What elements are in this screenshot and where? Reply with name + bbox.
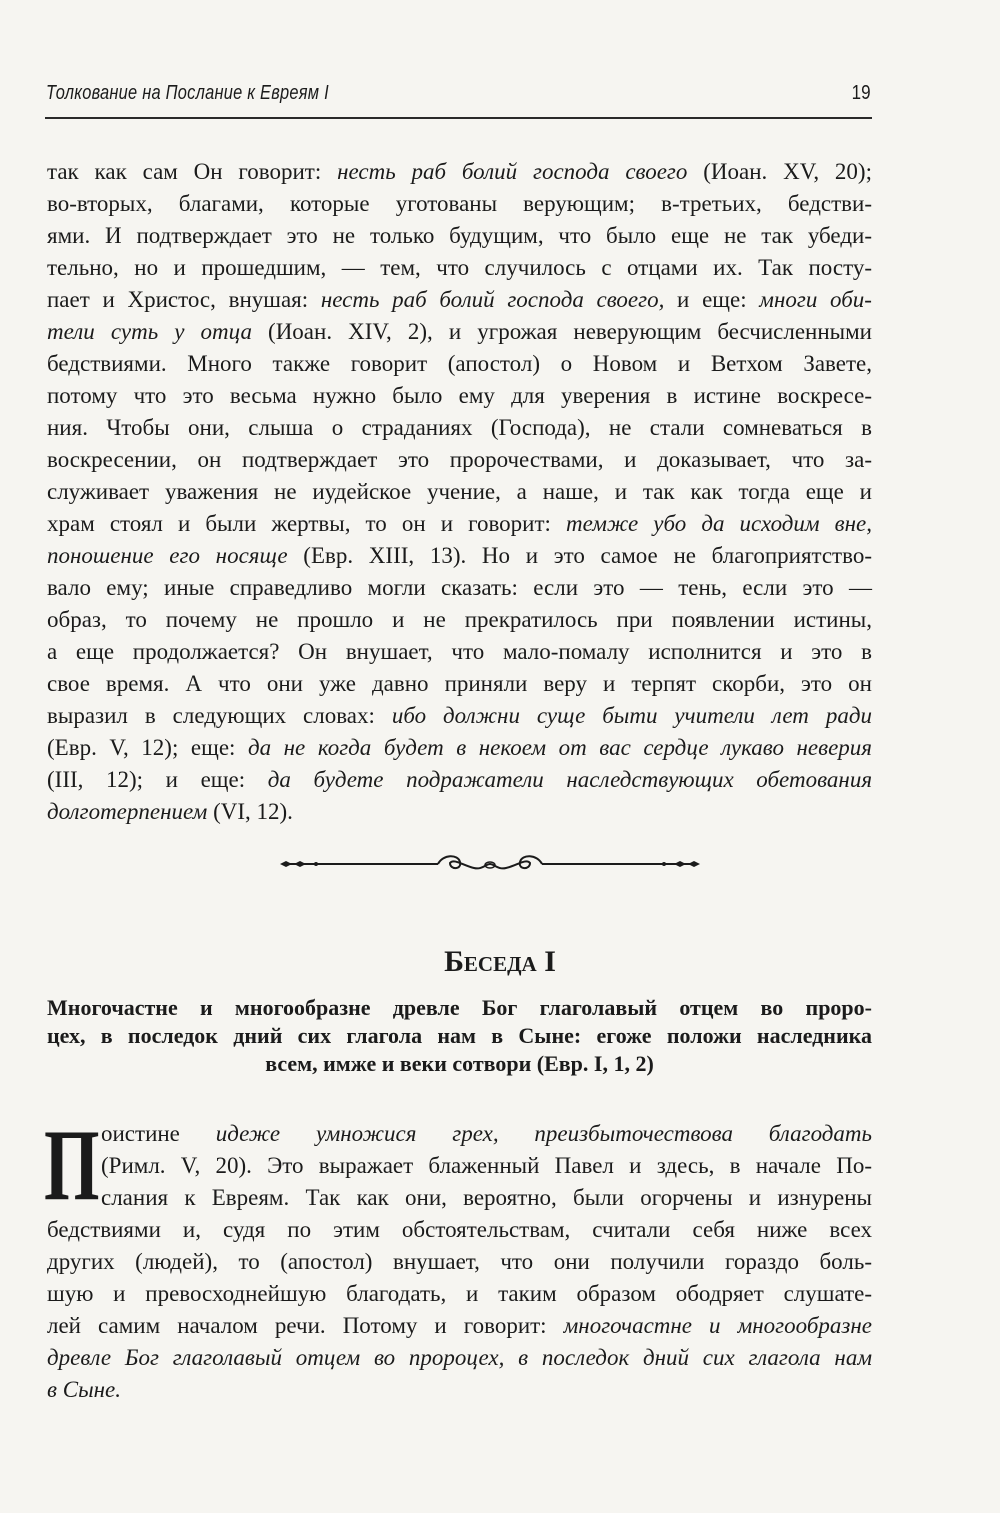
text-line xyxy=(47,444,872,476)
text-run: (VI, 12). xyxy=(207,799,293,824)
italic-quote: древле Бог глаголавый отцем во пророцех, в последок дний сих глагола нам xyxy=(47,1345,872,1370)
text-line xyxy=(47,508,872,540)
text-run: так как сам Он говорит: xyxy=(47,159,338,184)
italic-quote: многи оби- xyxy=(759,287,872,312)
text-line xyxy=(47,700,872,732)
text-run: (Евр. XIII, 13). Но и это самое не благоприятство- xyxy=(287,543,872,568)
text-line xyxy=(47,1342,872,1374)
text-run: ния. Чтобы они, слыша о страданиях (Господа), не стали сомневаться в xyxy=(47,415,872,440)
italic-quote: ибо должни суще быти учители лет ради xyxy=(391,703,872,728)
text-run: а еще продолжается? Он внушает, что мало-помалу исполнится и это в xyxy=(47,639,872,664)
italic-quote: да не когда будет в некоем от вас сердце лукаво неверия xyxy=(247,735,872,760)
paragraph-2 xyxy=(47,1118,872,1406)
text-line xyxy=(47,412,872,444)
epigraph-line: всем, имже и веки сотвори (Евр. I, 1, 2) xyxy=(265,1051,654,1076)
ornament-divider-icon xyxy=(278,850,702,876)
text-line xyxy=(47,668,872,700)
text-run: свое время. А что они уже давно приняли веру и терпят скорби, это он xyxy=(47,671,872,696)
italic-quote: в Сыне. xyxy=(47,1377,122,1402)
drop-cap: П xyxy=(44,1109,100,1222)
text-line xyxy=(47,572,872,604)
text-run: (Иоан. XV, 20); xyxy=(687,159,872,184)
text-line xyxy=(101,1182,872,1214)
italic-quote: тели суть у отца xyxy=(47,319,252,344)
text-line xyxy=(47,732,872,764)
text-run: лей самим началом речи. Потому и говорит: xyxy=(47,1313,564,1338)
text-line xyxy=(47,380,872,412)
text-line xyxy=(47,188,872,220)
header-rule xyxy=(45,117,872,119)
italic-quote: да будете подражатели наследствующих обетования xyxy=(267,767,873,792)
text-run: слания к Евреям. Так как они, вероятно, были огорчены и изнурены xyxy=(101,1185,872,1210)
text-line xyxy=(47,540,872,572)
page-number: 19 xyxy=(851,82,871,104)
text-run: (III, 12); и еще: xyxy=(47,767,268,792)
running-title: Толкование на Послание к Евреям I xyxy=(46,82,329,104)
text-line xyxy=(47,284,872,316)
text-run: шую и превосходнейшую благодать, и таким образом ободряет слушате- xyxy=(47,1281,872,1306)
text-run: (Евр. V, 12); еще: xyxy=(47,735,248,760)
running-header xyxy=(46,82,872,112)
text-run: выразил в следующих словах: xyxy=(47,703,392,728)
text-line xyxy=(47,1246,872,1278)
text-run: оистине xyxy=(101,1121,216,1146)
text-run: (Римл. V, 20). Это выражает блаженный Павел и здесь, в начале По- xyxy=(101,1153,872,1178)
text-run: и еще: xyxy=(664,287,760,312)
text-run: образ, то почему не прошло и не прекратилось при появлении истины, xyxy=(47,607,872,632)
italic-quote: темже убо да исходим вне, xyxy=(566,511,873,536)
epigraph-line: Многочастне и многообразне древле Бог глаголавый отцем во проро- xyxy=(47,995,872,1020)
text-run: тельно, но и прошедшим, — тем, что случилось с отцами их. Так посту- xyxy=(47,255,872,280)
text-run: потому что это весьма нужно было ему для уверения в истине воскресе- xyxy=(47,383,872,408)
text-line xyxy=(47,1278,872,1310)
text-line xyxy=(47,316,872,348)
text-line xyxy=(47,476,872,508)
italic-quote: долготерпением xyxy=(47,799,208,824)
text-line xyxy=(47,156,872,188)
text-line xyxy=(47,1374,872,1406)
text-line xyxy=(47,796,872,828)
text-line xyxy=(47,636,872,668)
paragraph-1 xyxy=(47,156,872,828)
text-line xyxy=(101,1150,872,1182)
text-line xyxy=(47,764,872,796)
italic-quote: несть раб болий господа своего xyxy=(337,159,688,184)
text-line xyxy=(47,220,872,252)
text-run: других (людей), то (апостол) внушает, что они получили гораздо боль- xyxy=(47,1249,872,1274)
text-line xyxy=(47,604,872,636)
epigraph-line: цех, в последок дний сих глагола нам в Сыне: егоже положи наследника xyxy=(47,1023,872,1048)
italic-quote: несть раб болий господа своего, xyxy=(320,287,665,312)
text-run: служивает уважения не иудейское учение, а наше, и так как тогда еще и xyxy=(47,479,872,504)
section-heading: Беседа I xyxy=(444,945,556,978)
text-run: пает и Христос, внушая: xyxy=(47,287,321,312)
text-run: (Иоан. XIV, 2), и угрожая неверующим бесчисленными xyxy=(251,319,872,344)
italic-quote: идеже умножися грех, преизбыточествова благодать xyxy=(215,1121,872,1146)
text-line xyxy=(47,1310,872,1342)
text-line xyxy=(47,348,872,380)
text-line xyxy=(47,1214,872,1246)
epigraph xyxy=(47,994,872,1078)
text-run: во-вторых, благами, которые уготованы верующим; в-третьих, бедстви- xyxy=(47,191,872,216)
text-run: вало ему; иные справедливо могли сказать: если это — тень, если это — xyxy=(47,575,872,600)
text-line xyxy=(101,1118,872,1150)
text-run: бедствиями. Много также говорит (апостол) о Новом и Ветхом Завете, xyxy=(47,351,872,376)
text-run: ями. И подтверждает это не только будущим, что было еще не так убеди- xyxy=(47,223,872,248)
text-run: воскресении, он подтверждает это пророчествами, и доказывает, что за- xyxy=(47,447,872,472)
text-line xyxy=(47,252,872,284)
italic-quote: многочастне и многообразне xyxy=(563,1313,872,1338)
italic-quote: поношение его носяще xyxy=(47,543,288,568)
text-run: бедствиями и, судя по этим обстоятельствам, считали себя ниже всех xyxy=(47,1217,872,1242)
text-run: храм стоял и были жертвы, то он и говорит: xyxy=(47,511,566,536)
